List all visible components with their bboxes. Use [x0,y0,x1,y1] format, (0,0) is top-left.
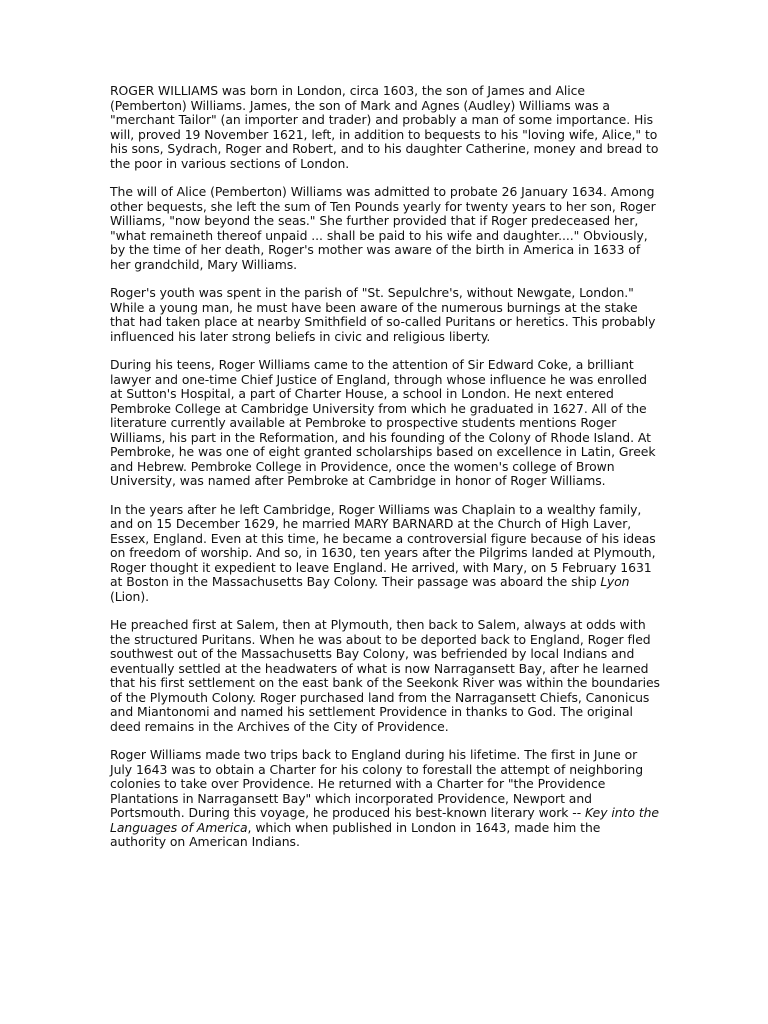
paragraph-youth [110,286,660,344]
paragraph-text: Roger Williams made two trips back to England during his lifetime. The first in June or July 1643 was to obtain a Charter for his colony to forestall the attempt of neighboring colonies to take over Providence. He returned with a Charter for "the Providence Plantations in Narragansett Bay" which incorporated Providence, Newport and Portsmouth. During this voyage, he produced his best-known literary work -- [110,747,644,820]
paragraph-text: In the years after he left Cambridge, Roger Williams was Chaplain to a wealthy family, and on 15 December 1629, he married MARY BARNARD at the Church of High Laver, Essex, England. Even at this time, he became a controversial figure because of his ideas on freedom of worship. And so, in 1630, ten years after the Pilgrims landed at Plymouth, Roger thought it expedient to leave England. He arrived, with Mary, on 5 February 1631 at Boston in the Massachusetts Bay Colony. Their passage was aboard the ship [110,501,656,589]
paragraph-text: (Lion). [110,588,150,604]
paragraph-text: , which when published in London in 1643, made him the authority on American Indians. [110,819,601,849]
paragraph-birth [110,84,660,171]
document-page [110,84,660,864]
paragraph-marriage-voyage [110,503,660,605]
book-title: Key into the Languages of America [110,805,660,835]
paragraph-text: Roger's youth was spent in the parish of "St. Sepulchre's, without Newgate, London." While a young man, he must have been aware of the numerous burnings at the stake that had taken place at nearby Smithfield of so-called Puritans or heretics. This probably influenced his later strong beliefs in civic and religious liberty. [110,285,656,344]
paragraph-providence-founding [110,618,660,734]
paragraph-trips-to-england [110,748,660,850]
paragraph-education [110,358,660,489]
paragraph-text: He preached first at Salem, then at Plymouth, then back to Salem, always at odds with the structured Puritans. When he was about to be deported back to England, Roger fled southwest out of the Massachusetts Bay Colony, was befriended by local Indians and eventually settled at the headwaters of what is now Narragansett Bay, after he learned that his first settlement on the east bank of the Seekonk River was within the boundaries of the Plymouth Colony. Roger purchased land from the Narragansett Chiefs, Canonicus and Miantonomi and named his settlement Providence in thanks to God. The original deed remains in the Archives of the City of Providence. [110,617,660,734]
paragraph-will-of-alice [110,185,660,272]
paragraph-text: The will of Alice (Pemberton) Williams was admitted to probate 26 January 1634. Among other bequests, she left the sum of Ten Pounds yearly for twenty years to her son, Roger Williams, "now beyond the seas." She further provided that if Roger predeceased her, "what remaineth thereof unpaid ... shall be paid to his wife and daughter...." Obviously, by the time of her death, Roger's mother was aware of the birth in America in 1633 of her grandchild, Mary Williams. [110,184,656,272]
ship-name: Lyon [600,574,630,589]
paragraph-text: ROGER WILLIAMS was born in London, circa 1603, the son of James and Alice (Pemberton) Williams. James, the son of Mark and Agnes (Audley) Williams was a "merchant Tailor" (an importer and trader) and probably a man of some importance. His will, proved 19 November 1621, left, in addition to bequests to his "loving wife, Alice," to his sons, Sydrach, Roger and Robert, and to his daughter Catherine, money and bread to the poor in various sections of London. [110,83,659,171]
paragraph-text: During his teens, Roger Williams came to the attention of Sir Edward Coke, a brilliant lawyer and one-time Chief Justice of England, through whose influence he was enrolled at Sutton's Hospital, a part of Charter House, a school in London. He next entered Pembroke College at Cambridge University from which he graduated in 1627. All of the literature currently available at Pembroke to prospective students mentions Roger Williams, his part in the Reformation, and his founding of the Colony of Rhode Island. At Pembroke, he was one of eight granted scholarships based on excellence in Latin, Greek and Hebrew. Pembroke College in Providence, once the women's college of Brown University, was named after Pembroke at Cambridge in honor of Roger Williams. [110,357,656,488]
